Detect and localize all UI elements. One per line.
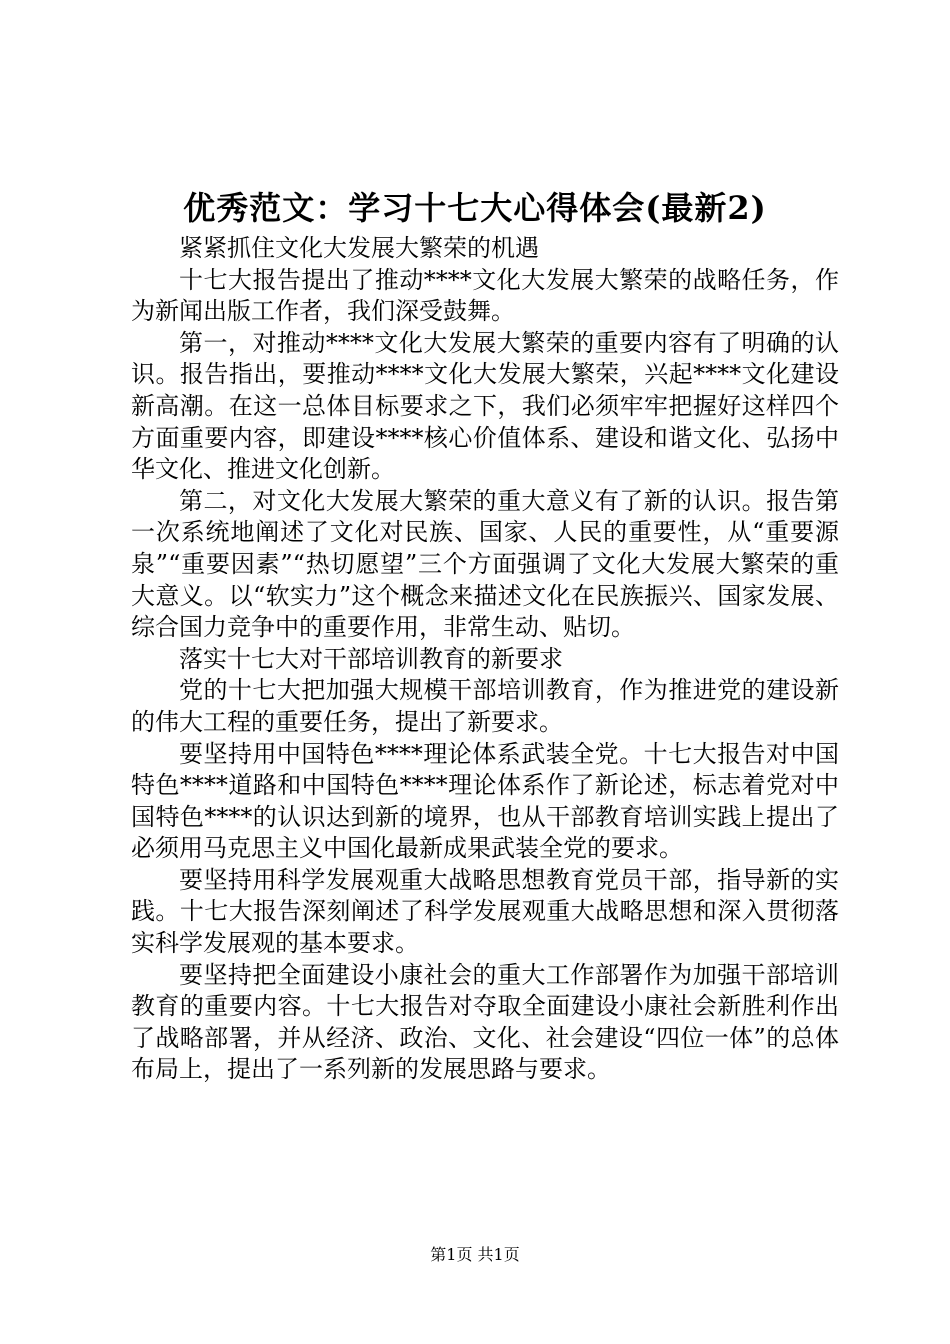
section-heading-culture: 紧紧抓住文化大发展大繁荣的机遇 <box>179 234 539 262</box>
paragraph: 十七大报告提出了推动****文化大发展大繁荣的战略任务，作为新闻出版工作者，我们深受鼓舞。 <box>131 265 839 326</box>
document-body <box>131 233 839 1086</box>
paragraph: 第一，对推动****文化大发展大繁荣的重要内容有了明确的认识。报告指出，要推动****文化大发展大繁荣，兴起****文化建设新高潮。在这一总体目标要求之下，我们必须牢牢把握好这样四个方面重要内容，即建设****核心价值体系、建设和谐文化、弘扬中华文化、推进文化创新。 <box>131 328 839 484</box>
paragraph: 要坚持用中国特色****理论体系武装全党。十七大报告对中国特色****道路和中国特色****理论体系作了新论述，标志着党对中国特色****的认识达到新的境界，也从干部教育培训实践上提出了必须用马克思主义中国化最新成果武装全党的要求。 <box>131 739 839 863</box>
section-heading-cadre-training: 落实十七大对干部培训教育的新要求 <box>179 644 563 673</box>
paragraph: 第二，对文化大发展大繁荣的重大意义有了新的认识。报告第一次系统地阐述了文化对民族、国家、人民的重要性，从“重要源泉”“重要因素”“热切愿望”三个方面强调了文化大发展大繁荣的重大意义。以“软实力”这个概念来描述文化在民族振兴、国家发展、综合国力竞争中的重要作用，非常生动、贴切。 <box>131 486 839 642</box>
document-title: 优秀范文：学习十七大心得体会(最新2) <box>183 189 767 227</box>
paragraph: 要坚持把全面建设小康社会的重大工作部署作为加强干部培训教育的重要内容。十七大报告对夺取全面建设小康社会新胜利作出了战略部署，并从经济、政治、文化、社会建设“四位一体”的总体布局上，提出了一系列新的发展思路与要求。 <box>131 960 839 1084</box>
page-footer: 第1页 共1页 <box>430 1245 520 1264</box>
paragraph: 要坚持用科学发展观重大战略思想教育党员干部，指导新的实践。十七大报告深刻阐述了科学发展观重大战略思想和深入贯彻落实科学发展观的基本要求。 <box>131 865 839 958</box>
paragraph: 党的十七大把加强大规模干部培训教育，作为推进党的建设新的伟大工程的重要任务，提出了新要求。 <box>131 676 839 736</box>
